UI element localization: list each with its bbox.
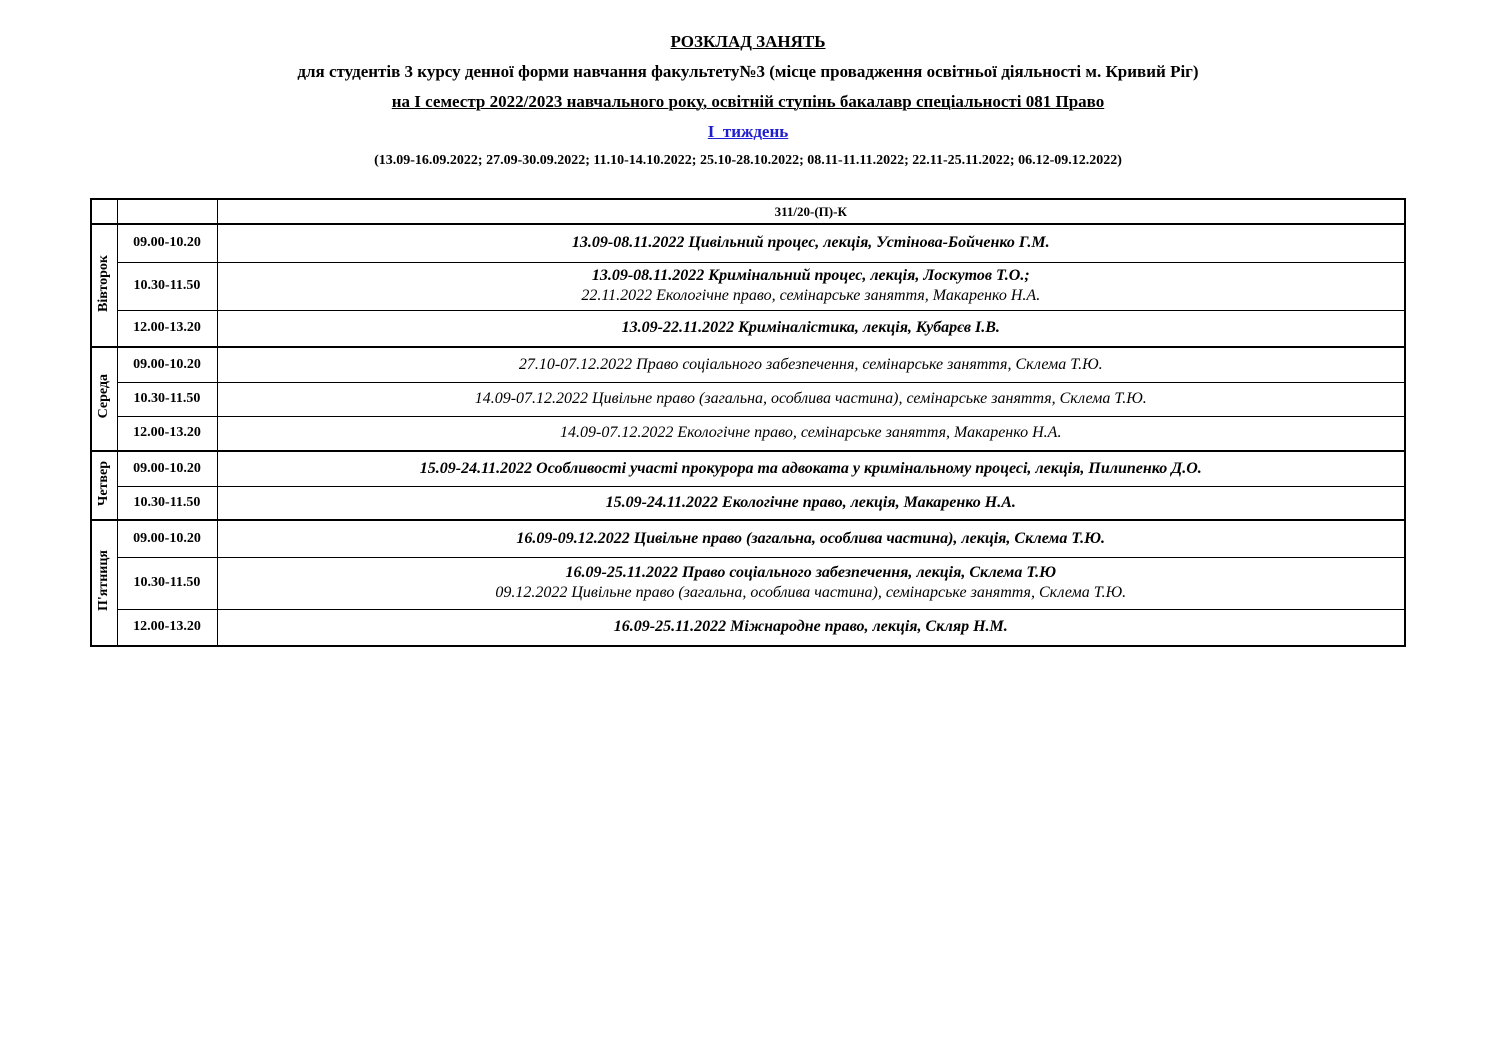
lesson-cell — [217, 310, 1405, 347]
day-label-thursday: Четвер — [91, 451, 117, 520]
table-row — [91, 416, 1405, 451]
lesson-seminar: 14.09-07.12.2022 Екологічне право, семінарське заняття, Макаренко Н.А. — [560, 424, 1062, 442]
table-row — [91, 520, 1405, 557]
lesson-lecture: 13.09-22.11.2022 Криміналістика, лекція, Кубарєв І.В. — [621, 319, 1000, 337]
header-empty-day — [91, 199, 117, 224]
time-slot: 09.00-10.20 — [117, 224, 217, 262]
lesson-cell — [217, 520, 1405, 557]
time-slot: 12.00-13.20 — [117, 310, 217, 347]
table-row — [91, 451, 1405, 486]
schedule-table — [90, 198, 1406, 647]
day-label-tuesday: Вівторок — [91, 224, 117, 347]
lesson-seminar: 27.10-07.12.2022 Право соціального забезпечення, семінарське заняття, Склема Т.Ю. — [518, 355, 1103, 373]
group-name: 311/20-(П)-К — [217, 199, 1405, 224]
semester-line: на І семестр 2022/2023 навчального року, освітній ступінь бакалавр спеціальності 081 Право — [391, 92, 1105, 111]
lesson-seminar: 09.12.2022 Цивільне право (загальна, особлива частина), семінарське заняття, Склема Т.Ю. — [495, 584, 1127, 601]
lesson-lecture: 16.09-09.12.2022 Цивільне право (загальна, особлива частина), лекція, Склема Т.Ю. — [516, 529, 1106, 547]
table-row — [91, 486, 1405, 520]
time-slot: 10.30-11.50 — [117, 486, 217, 520]
time-slot: 09.00-10.20 — [117, 347, 217, 382]
lesson-lecture: 16.09-25.11.2022 Міжнародне право, лекція, Скляр Н.М. — [613, 618, 1008, 636]
week-dates: (13.09-16.09.2022; 27.09-30.09.2022; 11.10-14.10.2022; 25.10-28.10.2022; 08.11-11.11.2022; 22.11-25.11.2022; 06.12-09.12.2022) — [374, 153, 1122, 168]
time-slot: 10.30-11.50 — [117, 557, 217, 609]
lesson-lecture: 15.09-24.11.2022 Екологічне право, лекція, Макаренко Н.А. — [605, 493, 1016, 511]
table-header-row — [91, 199, 1405, 224]
table-row — [91, 557, 1405, 609]
time-slot: 12.00-13.20 — [117, 416, 217, 451]
lesson-cell — [217, 382, 1405, 416]
lesson-cell — [217, 451, 1405, 486]
lesson-cell — [217, 416, 1405, 451]
table-row — [91, 224, 1405, 262]
lesson-lecture: 16.09-25.11.2022 Право соціального забезпечення, лекція, Склема Т.Ю — [565, 564, 1056, 581]
lesson-seminar: 22.11.2022 Екологічне право, семінарське заняття, Макаренко Н.А. — [581, 287, 1041, 304]
lesson-seminar: 14.09-07.12.2022 Цивільне право (загальна, особлива частина), семінарське заняття, Склема Т.Ю. — [474, 390, 1147, 407]
page-title: РОЗКЛАД ЗАНЯТЬ — [670, 32, 826, 51]
lesson-cell — [217, 486, 1405, 520]
time-slot: 12.00-13.20 — [117, 609, 217, 646]
lesson-lecture: 15.09-24.11.2022 Особливості участі прокурора та адвоката у кримінальному процесі, лекція, Пилипенко Д.О. — [419, 459, 1202, 477]
page-subtitle: для студентів 3 курсу денної форми навчання факультету№3 (місце провадження освітньої діяльності м. Кривий Ріг) — [297, 62, 1199, 81]
table-row — [91, 347, 1405, 382]
time-slot: 09.00-10.20 — [117, 451, 217, 486]
document-header — [0, 30, 1496, 171]
lesson-cell — [217, 347, 1405, 382]
lesson-lecture: 13.09-08.11.2022 Кримінальний процес, лекція, Лоскутов Т.О.; — [591, 267, 1030, 284]
lesson-cell — [217, 557, 1405, 609]
time-slot: 09.00-10.20 — [117, 520, 217, 557]
lesson-cell — [217, 224, 1405, 262]
table-row — [91, 262, 1405, 310]
time-slot: 10.30-11.50 — [117, 262, 217, 310]
header-empty-time — [117, 199, 217, 224]
table-row — [91, 310, 1405, 347]
week-label: І тиждень — [707, 122, 789, 141]
lesson-cell — [217, 262, 1405, 310]
table-row — [91, 609, 1405, 646]
table-row — [91, 382, 1405, 416]
day-label-wednesday: Середа — [91, 347, 117, 451]
time-slot: 10.30-11.50 — [117, 382, 217, 416]
day-label-friday: П'ятниця — [91, 520, 117, 646]
lesson-cell — [217, 609, 1405, 646]
lesson-lecture: 13.09-08.11.2022 Цивільний процес, лекція, Устінова-Бойченко Г.М. — [571, 234, 1050, 252]
